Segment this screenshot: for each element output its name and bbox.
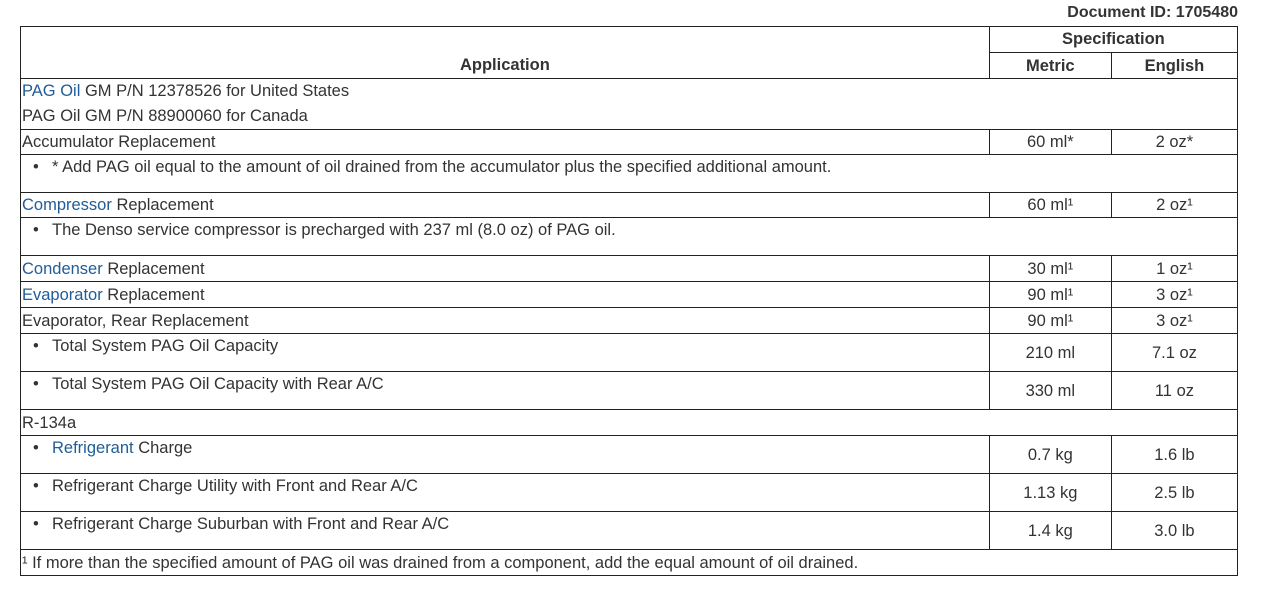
- table-row: [21, 550, 1238, 576]
- table-row: [21, 512, 1238, 550]
- table-row: [21, 193, 1238, 218]
- bullet: •: [33, 158, 39, 176]
- bullet: •: [33, 439, 39, 457]
- table-row: [21, 130, 1238, 155]
- compressor-link[interactable]: Compressor: [22, 196, 112, 214]
- footnote: ¹ If more than the specified amount of PAG oil was drained from a component, add the equal amount of oil drained.: [21, 550, 1238, 576]
- bullet: •: [33, 337, 39, 355]
- pag-oil-us-text: GM P/N 12378526 for United States: [80, 82, 350, 100]
- evaporator-link[interactable]: Evaporator: [22, 285, 103, 304]
- compressor-metric: 60 ml¹: [989, 193, 1111, 218]
- r134a-label: R-134a: [21, 410, 1238, 436]
- pag-oil-link[interactable]: PAG Oil: [22, 82, 81, 100]
- condenser-english: 1 oz¹: [1111, 256, 1237, 282]
- evaporator-label: Replacement: [102, 285, 205, 304]
- evaporator-metric: 90 ml¹: [989, 282, 1111, 308]
- refrigerant-utility-english: 2.5 lb: [1111, 474, 1237, 512]
- evaporator-rear-metric: 90 ml¹: [989, 308, 1111, 334]
- table-row: [21, 474, 1238, 512]
- accumulator-note: * Add PAG oil equal to the amount of oil drained from the accumulator plus the specified additional amount.: [52, 158, 832, 176]
- total-capacity-english: 7.1 oz: [1111, 334, 1237, 372]
- table-row: [21, 218, 1238, 256]
- bullet: •: [33, 375, 39, 393]
- total-capacity-rear-english: 11 oz: [1111, 372, 1237, 410]
- header-application: Application: [21, 27, 990, 79]
- accumulator-english: 2 oz*: [1111, 130, 1237, 155]
- condenser-label: Replacement: [102, 259, 205, 278]
- evaporator-rear-label: Evaporator, Rear Replacement: [21, 308, 990, 334]
- header-english: English: [1111, 53, 1237, 79]
- header-metric: Metric: [989, 53, 1111, 79]
- header-specification: Specification: [989, 27, 1237, 53]
- refrigerant-suburban-label: Refrigerant Charge Suburban with Front and Rear A/C: [52, 515, 450, 533]
- evaporator-english: 3 oz¹: [1111, 282, 1237, 308]
- refrigerant-utility-label: Refrigerant Charge Utility with Front and Rear A/C: [52, 477, 418, 495]
- refrigerant-link[interactable]: Refrigerant: [52, 439, 134, 457]
- table-row: [21, 79, 1238, 130]
- pag-oil-canada-text: PAG Oil GM P/N 88900060 for Canada: [22, 107, 308, 125]
- condenser-metric: 30 ml¹: [989, 256, 1111, 282]
- document-id: Document ID: 1705480: [1067, 4, 1238, 21]
- table-row: [21, 410, 1238, 436]
- table-row: [21, 256, 1238, 282]
- refrigerant-english: 1.6 lb: [1111, 436, 1237, 474]
- total-capacity-metric: 210 ml: [989, 334, 1111, 372]
- bullet: •: [33, 221, 39, 239]
- total-capacity-label: Total System PAG Oil Capacity: [52, 337, 279, 355]
- table-row: [21, 308, 1238, 334]
- total-capacity-rear-label: Total System PAG Oil Capacity with Rear A/C: [52, 375, 384, 393]
- bullet: •: [33, 515, 39, 533]
- total-capacity-rear-metric: 330 ml: [989, 372, 1111, 410]
- table-row: [21, 155, 1238, 193]
- refrigerant-label: Charge: [133, 439, 193, 457]
- refrigerant-metric: 0.7 kg: [989, 436, 1111, 474]
- table-row: [21, 334, 1238, 372]
- table-row: [21, 372, 1238, 410]
- condenser-link[interactable]: Condenser: [22, 259, 103, 278]
- specification-table: [20, 26, 1238, 576]
- accumulator-label: Accumulator Replacement: [21, 130, 990, 155]
- compressor-english: 2 oz¹: [1111, 193, 1237, 218]
- refrigerant-suburban-metric: 1.4 kg: [989, 512, 1111, 550]
- table-row: [21, 282, 1238, 308]
- accumulator-metric: 60 ml*: [989, 130, 1111, 155]
- refrigerant-utility-metric: 1.13 kg: [989, 474, 1111, 512]
- evaporator-rear-english: 3 oz¹: [1111, 308, 1237, 334]
- bullet: •: [33, 477, 39, 495]
- refrigerant-suburban-english: 3.0 lb: [1111, 512, 1237, 550]
- compressor-label: Replacement: [111, 196, 214, 214]
- table-row: [21, 436, 1238, 474]
- compressor-note: The Denso service compressor is precharged with 237 ml (8.0 oz) of PAG oil.: [52, 221, 616, 239]
